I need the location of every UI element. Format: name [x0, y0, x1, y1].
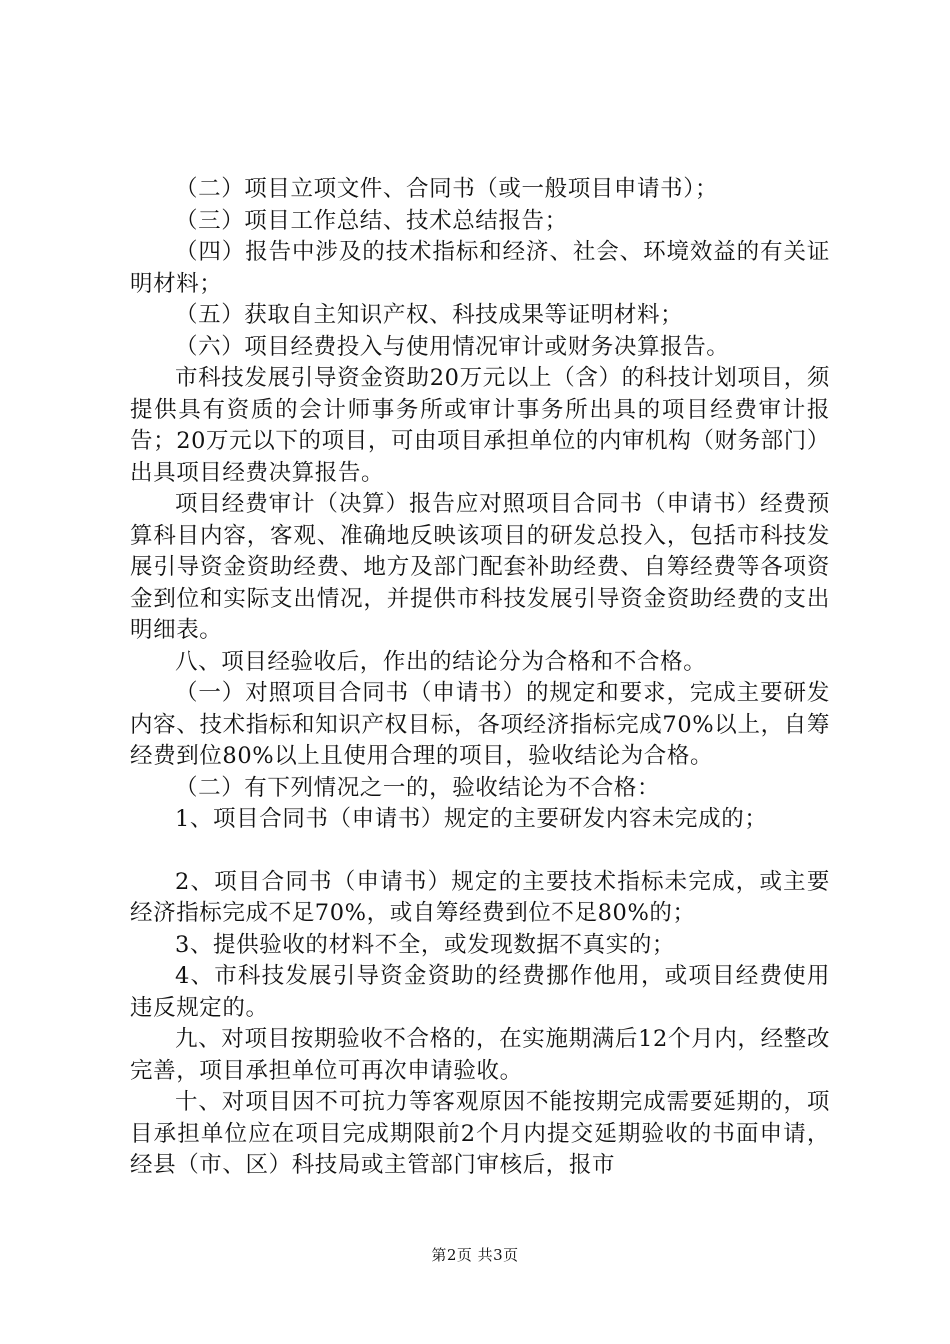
- paragraph-audit-threshold: 市科技发展引导资金资助20万元以上（含）的科技计划项目，须提供具有资质的会计师事务所或审计事务所出具的项目经费审计报告；20万元以下的项目，可由项目承担单位的内审机构（财务部门）出具项目经费决算报告。: [130, 365, 830, 486]
- paragraph-item-4: （四）报告中涉及的技术指标和经济、社会、环境效益的有关证明材料；: [130, 239, 830, 297]
- document-body: [130, 174, 830, 1182]
- page-number-footer: 第2页 共3页: [431, 1246, 519, 1264]
- paragraph-section-9: 九、对项目按期验收不合格的，在实施期满后12个月内，经整改完善，项目承担单位可再次申请验收。: [130, 1026, 830, 1084]
- paragraph-item-5: （五）获取自主知识产权、科技成果等证明材料；: [175, 302, 684, 328]
- paragraph-audit-report: 项目经费审计（决算）报告应对照项目合同书（申请书）经费预算科目内容，客观、准确地反映该项目的研发总投入，包括市科技发展引导资金资助经费、地方及部门配套补助经费、自筹经费等各项资金到位和实际支出情况，并提供市科技发展引导资金资助经费的支出明细表。: [130, 491, 830, 643]
- paragraph-section-8: 八、项目经验收后，作出的结论分为合格和不合格。: [175, 648, 707, 675]
- paragraph-item-2: （二）项目立项文件、合同书（或一般项目申请书）；: [175, 176, 719, 202]
- paragraph-unqualified-3: 3、提供验收的材料不全，或发现数据不真实的；: [175, 931, 676, 958]
- paragraph-unqualified-2: 2、项目合同书（申请书）规定的主要技术指标未完成，或主要经济指标完成不足70%，或自筹经费到位不足80%的；: [130, 868, 830, 926]
- paragraph-unqualified-1: 1、项目合同书（申请书）规定的主要研发内容未完成的；: [175, 806, 768, 832]
- paragraph-unqualified-4: 4、市科技发展引导资金资助的经费挪作他用，或项目经费使用违反规定的。: [130, 963, 830, 1021]
- paragraph-item-3: （三）项目工作总结、技术总结报告；: [175, 207, 568, 234]
- paragraph-section-10: 十、对项目因不可抗力等客观原因不能按期完成需要延期的，项目承担单位应在项目完成期限前2个月内提交延期验收的书面申请，经县（市、区）科技局或主管部门审核后，报市: [130, 1089, 830, 1178]
- paragraph-item-6: （六）项目经费投入与使用情况审计或财务决算报告。: [175, 333, 730, 360]
- paragraph-qualified: （一）对照项目合同书（申请书）的规定和要求，完成主要研发内容、技术指标和知识产权目标，各项经济指标完成70%以上，自筹经费到位80%以上且使用合理的项目，验收结论为合格。: [130, 680, 830, 769]
- paragraph-unqualified-intro: （二）有下列情况之一的，验收结论为不合格：: [175, 774, 661, 801]
